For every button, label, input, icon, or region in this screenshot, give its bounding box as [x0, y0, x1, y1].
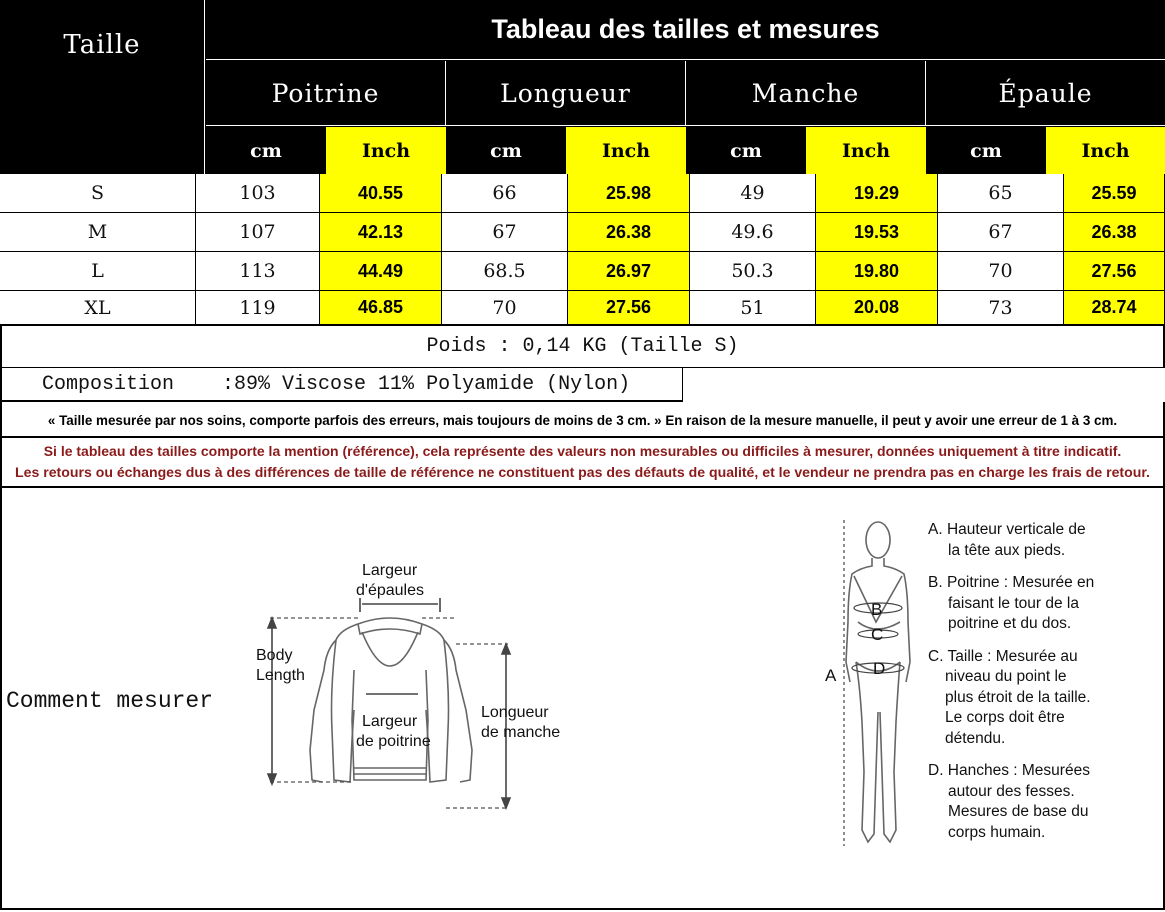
value-cell	[938, 291, 1064, 324]
body-length-label	[256, 646, 305, 686]
inch-value: 27.56	[1091, 260, 1137, 281]
inch-value: 46.85	[357, 297, 404, 317]
cm-value: 49.6	[731, 221, 774, 243]
value-cell	[816, 213, 938, 252]
group-header-manche	[686, 61, 926, 126]
label-line: Largeur	[362, 562, 418, 579]
cm-value: 67	[492, 221, 517, 243]
returns-note-text: Les retours ou échanges dus à des différences de taille de référence ne constituent pas des défauts de qualité, et le vendeur ne prendra pas en charge les frais de retour.	[15, 464, 1150, 480]
size-cell	[0, 252, 196, 291]
size-value: M	[87, 221, 108, 243]
chest-label	[356, 712, 431, 752]
inch-value: 26.38	[605, 221, 652, 242]
reference-note-text: Si le tableau des tailles comporte la mention (référence), cela représente des valeurs non mesurables ou difficiles à mesurer, données uniquement à titre indicatif.	[43, 443, 1122, 459]
size-cell	[0, 174, 196, 213]
unit-inch	[566, 127, 686, 174]
table-title	[206, 0, 1165, 60]
value-cell	[816, 174, 938, 213]
group-header-epaule	[926, 61, 1165, 126]
label-line: Length	[256, 667, 305, 684]
figure-label-a	[825, 666, 836, 686]
group-label: Longueur	[500, 78, 631, 108]
value-cell	[690, 213, 816, 252]
measure-legend	[928, 520, 1158, 843]
value-cell	[568, 291, 690, 324]
table-row	[0, 213, 1165, 252]
group-header-longueur	[446, 61, 686, 126]
legend-line: A. Hauteur verticale de	[928, 521, 1086, 538]
group-label: Poitrine	[271, 78, 380, 108]
size-cell	[0, 213, 196, 252]
label-line: de poitrine	[356, 733, 431, 750]
value-cell	[320, 213, 442, 252]
inch-value: 28.74	[1091, 297, 1137, 317]
unit-cm	[686, 127, 806, 174]
unit-label: Inch	[1081, 139, 1130, 162]
legend-line: Le corps doit être	[945, 709, 1065, 726]
legend-line: C. Taille : Mesurée au	[928, 647, 1078, 665]
shoulder-label	[356, 561, 424, 601]
value-cell	[442, 213, 568, 252]
value-cell	[938, 252, 1064, 291]
value-cell	[938, 213, 1064, 252]
how-to-label-text: Comment mesurer	[6, 688, 214, 714]
value-cell	[442, 291, 568, 324]
value-cell	[442, 174, 568, 213]
cm-value: 113	[239, 260, 276, 282]
figure-label-d	[873, 659, 885, 679]
size-header-label: Taille	[63, 30, 141, 60]
returns-note	[0, 464, 1165, 488]
group-label: Manche	[751, 78, 860, 108]
figure-label-c	[871, 625, 883, 645]
table-row	[0, 291, 1165, 324]
value-cell	[568, 174, 690, 213]
inch-value: 44.49	[357, 260, 404, 281]
value-cell	[816, 291, 938, 324]
inch-value: 19.29	[853, 182, 900, 203]
value-cell	[196, 291, 320, 324]
unit-label: cm	[730, 139, 762, 162]
label-line: Body	[256, 647, 293, 664]
label-line: Longueur	[481, 704, 549, 721]
size-cell	[0, 291, 196, 324]
inch-value: 42.13	[357, 221, 404, 242]
value-cell	[196, 174, 320, 213]
figure-letter: A	[825, 666, 837, 685]
unit-inch	[326, 127, 446, 174]
value-cell	[320, 252, 442, 291]
unit-label: cm	[490, 139, 522, 162]
measure-note	[2, 404, 1163, 438]
figure-label-b	[871, 600, 882, 620]
legend-line: autour des fesses.	[948, 782, 1075, 800]
legend-line: faisant le tour de la	[948, 594, 1079, 612]
inch-value: 19.80	[853, 260, 900, 281]
value-cell	[1064, 213, 1165, 252]
reference-note	[2, 443, 1163, 465]
inch-value: 26.97	[605, 260, 652, 281]
value-cell	[568, 213, 690, 252]
value-cell	[1064, 291, 1165, 324]
cm-value: 65	[988, 182, 1013, 204]
cm-value: 70	[492, 296, 517, 319]
legend-line: la tête aux pieds.	[948, 541, 1066, 559]
value-cell	[690, 252, 816, 291]
table-row	[0, 174, 1165, 213]
value-cell	[690, 174, 816, 213]
value-cell	[1064, 252, 1165, 291]
value-cell	[320, 291, 442, 324]
label-line: d'épaules	[356, 582, 424, 599]
cm-value: 70	[988, 260, 1013, 282]
inch-value: 40.55	[357, 182, 404, 203]
legend-line: détendu.	[945, 729, 1006, 747]
legend-line: niveau du point le	[945, 668, 1067, 685]
weight-row	[0, 324, 1165, 368]
composition-row	[0, 368, 683, 402]
unit-cm	[206, 127, 326, 174]
sleeve-label	[481, 703, 560, 743]
cm-value: 51	[740, 296, 765, 319]
unit-label: Inch	[601, 139, 651, 162]
value-cell	[196, 252, 320, 291]
cm-value: 66	[492, 182, 517, 204]
cm-value: 103	[239, 182, 276, 204]
unit-cm	[926, 127, 1046, 174]
how-to-label	[6, 688, 213, 714]
cm-value: 119	[239, 296, 276, 319]
figure-letter: B	[871, 600, 883, 619]
legend-line: corps humain.	[948, 823, 1046, 841]
value-cell	[196, 213, 320, 252]
unit-inch	[806, 127, 926, 174]
inch-value: 25.98	[605, 182, 652, 203]
table-row	[0, 252, 1165, 291]
unit-inch	[1046, 127, 1165, 174]
weight-text: Poids : 0,14 KG (Taille S)	[426, 335, 739, 358]
size-value: XL	[84, 296, 111, 319]
unit-label: cm	[250, 139, 282, 162]
value-cell	[690, 291, 816, 324]
composition-text: Composition :89% Viscose 11% Polyamide (Nylon)	[42, 372, 631, 396]
inch-value: 26.38	[1091, 221, 1137, 242]
group-header-poitrine	[206, 61, 446, 126]
value-cell	[816, 252, 938, 291]
table-title-text: Tableau des tailles et mesures	[491, 14, 880, 44]
legend-line: B. Poitrine : Mesurée en	[928, 574, 1095, 591]
legend-line: plus étroit de la taille.	[945, 688, 1091, 706]
value-cell	[938, 174, 1064, 213]
value-cell	[1064, 174, 1165, 213]
value-cell	[568, 252, 690, 291]
unit-label: Inch	[841, 139, 891, 162]
group-label: Épaule	[998, 78, 1093, 108]
size-column-header	[0, 0, 205, 174]
cm-value: 50.3	[731, 260, 774, 282]
measure-note-text: « Taille mesurée par nos soins, comporte parfois des erreurs, mais toujours de moins de 3 cm. » En raison de la mesure manuelle, il peut y avoir une erreur de 1 à 3 cm.	[47, 412, 1118, 428]
figure-letter: C	[871, 625, 884, 644]
label-line: de manche	[481, 724, 561, 741]
inch-value: 25.59	[1091, 182, 1137, 203]
size-value: L	[91, 260, 104, 282]
legend-line: poitrine et du dos.	[948, 615, 1072, 632]
cm-value: 67	[988, 221, 1013, 243]
inch-value: 27.56	[605, 297, 652, 317]
value-cell	[320, 174, 442, 213]
label-line: Largeur	[362, 713, 418, 730]
cm-value: 49	[740, 182, 765, 204]
inch-value: 20.08	[853, 297, 900, 317]
legend-line: Mesures de base du	[948, 803, 1089, 820]
size-value: S	[90, 182, 105, 204]
unit-cm	[446, 127, 566, 174]
figure-letter: D	[873, 659, 886, 678]
value-cell	[442, 252, 568, 291]
cm-value: 73	[988, 296, 1013, 319]
unit-label: Inch	[361, 139, 411, 162]
unit-label: cm	[970, 139, 1002, 162]
legend-line: D. Hanches : Mesurées	[928, 762, 1090, 779]
cm-value: 68.5	[483, 260, 526, 282]
cm-value: 107	[239, 221, 276, 243]
inch-value: 19.53	[853, 221, 900, 242]
